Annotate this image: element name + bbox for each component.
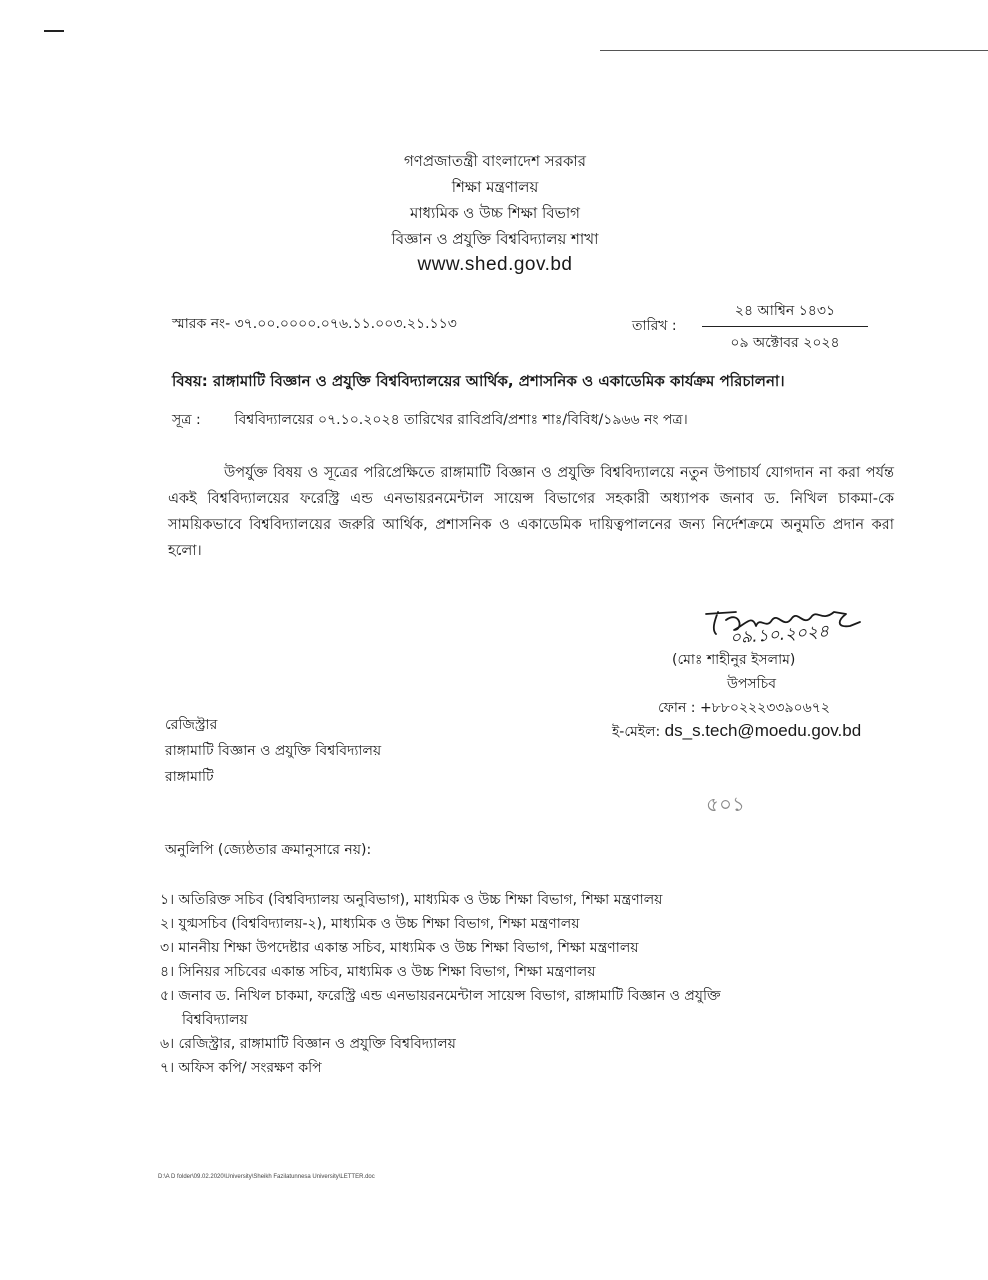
recipient-institution: রাঙ্গামাটি বিজ্ঞান ও প্রযুক্তি বিশ্ববিদ্যালয় xyxy=(165,743,382,759)
cc-list xyxy=(160,888,860,1080)
reference-text: বিশ্ববিদ্যালয়ের ০৭.১০.২০২৪ তারিখের রাবিপ্রবি/প্রশাঃ শাঃ/বিবিধ/১৯৬৬ নং পত্র। xyxy=(234,412,688,428)
subject-text: রাঙ্গামাটি বিজ্ঞান ও প্রযুক্তি বিশ্ববিদ্যালয়ের আর্থিক, প্রশাসনিক ও একাডেমিক কার্যক্রম পরিচালনা। xyxy=(212,372,785,390)
memo-number: স্মারক নং- ৩৭.০০.০০০০.০৭৬.১১.০০৩.২১.১১৩ xyxy=(172,316,457,332)
subject-line xyxy=(172,370,785,395)
reference-line xyxy=(172,408,688,432)
signer-email-line xyxy=(612,720,861,744)
cc-item: ৭। অফিস কপি/ সংরক্ষণ কপি xyxy=(160,1060,322,1076)
date-divider xyxy=(702,326,868,327)
date-box xyxy=(702,298,868,353)
file-path-footer: D:\A D folder\09.02.2020\University\Sheikh Fazilatunnesa University\LETTER.doc xyxy=(158,1174,375,1180)
recipient-title: রেজিস্ট্রার xyxy=(165,717,218,733)
received-number-mark: ৫০১ xyxy=(706,792,745,816)
cc-item: ২। যুগ্মসচিব (বিশ্ববিদ্যালয়-২), মাধ্যমিক ও উচ্চ শিক্ষা বিভাগ, শিক্ষা মন্ত্রণালয় xyxy=(160,916,580,932)
letterhead-branch: বিজ্ঞান ও প্রযুক্তি বিশ্ববিদ্যালয় শাখা xyxy=(391,230,599,248)
date-label: তারিখ : xyxy=(632,318,677,334)
subject-label: বিষয়: xyxy=(172,372,208,390)
cc-item: ১। অতিরিক্ত সচিব (বিশ্ববিদ্যালয় অনুবিভাগ), মাধ্যমিক ও উচ্চ শিক্ষা বিভাগ, শিক্ষা মন্ত্রণালয় xyxy=(160,892,663,908)
signer-phone: ফোন : +৮৮০২২২৩৩৯০৬৭২ xyxy=(658,700,830,716)
top-right-edge-line xyxy=(600,50,988,51)
letterhead-division: মাধ্যমিক ও উচ্চ শিক্ষা বিভাগ xyxy=(409,204,581,222)
recipient-city: রাঙ্গামাটি xyxy=(165,769,214,785)
signature-date: ০৯.১০.২০২৪ xyxy=(729,621,830,649)
email-address: ds_s.tech@moedu.gov.bd xyxy=(664,721,862,740)
body-paragraph: উপর্যুক্ত বিষয় ও সূত্রের পরিপ্রেক্ষিতে রাঙ্গামাটি বিজ্ঞান ও প্রযুক্তি বিশ্ববিদ্যালয়ে নতুন উপাচার্য যোগদান না করা পর্যন্ত একই বিশ্ববিদ্যালয়ের ফরেস্ট্রি এন্ড এনভায়রনমেন্টাল সায়েন্স বিভাগের সহকারী অধ্যাপক জনাব ড. নিখিল চাকমা-কে সাময়িকভাবে বিশ্ববিদ্যালয়ের জরুরি আর্থিক, প্রশাসনিক ও একাডেমিক দায়িত্বপালনের জন্য নির্দেশক্রমে অনুমতি প্রদান করা হলো। xyxy=(168,465,894,559)
reference-label: সূত্র : xyxy=(172,412,201,428)
cc-item: ৪। সিনিয়র সচিবের একান্ত সচিব, মাধ্যমিক ও উচ্চ শিক্ষা বিভাগ, শিক্ষা মন্ত্রণালয় xyxy=(160,964,596,980)
signer-designation: উপসচিব xyxy=(727,676,777,692)
cc-item-continuation: বিশ্ববিদ্যালয় xyxy=(182,1012,248,1028)
date-bangla: ২৪ আশ্বিন ১৪৩১ xyxy=(734,303,836,319)
top-left-mark xyxy=(44,30,64,32)
cc-item: ৩। মাননীয় শিক্ষা উপদেষ্টার একান্ত সচিব, মাধ্যমিক ও উচ্চ শিক্ষা বিভাগ, শিক্ষা মন্ত্রণালয় xyxy=(160,940,639,956)
signer-name: (মোঃ শাহীনুর ইসলাম) xyxy=(672,652,796,668)
cc-title: অনুলিপি (জ্যেষ্ঠতার ক্রমানুসারে নয়): xyxy=(165,842,372,858)
cc-item: ৫। জনাব ড. নিখিল চাকমা, ফরেস্ট্রি এন্ড এনভায়রনমেন্টাল সায়েন্স বিভাগ, রাঙ্গামাটি বিজ্ঞান ও প্রযুক্তি xyxy=(160,988,721,1004)
email-label: ই-মেইল: xyxy=(612,724,661,740)
cc-item: ৬। রেজিস্ট্রার, রাঙ্গামাটি বিজ্ঞান ও প্রযুক্তি বিশ্ববিদ্যালয় xyxy=(160,1036,456,1052)
letterhead-ministry: শিক্ষা মন্ত্রণালয় xyxy=(451,178,539,196)
letterhead xyxy=(330,148,660,278)
date-english: ০৯ অক্টোবর ২০২৪ xyxy=(730,335,840,351)
recipient-block xyxy=(165,712,381,790)
letterhead-government: গণপ্রজাতন্ত্রী বাংলাদেশ সরকার xyxy=(403,152,587,170)
letterhead-website: www.shed.gov.bd xyxy=(417,254,573,275)
